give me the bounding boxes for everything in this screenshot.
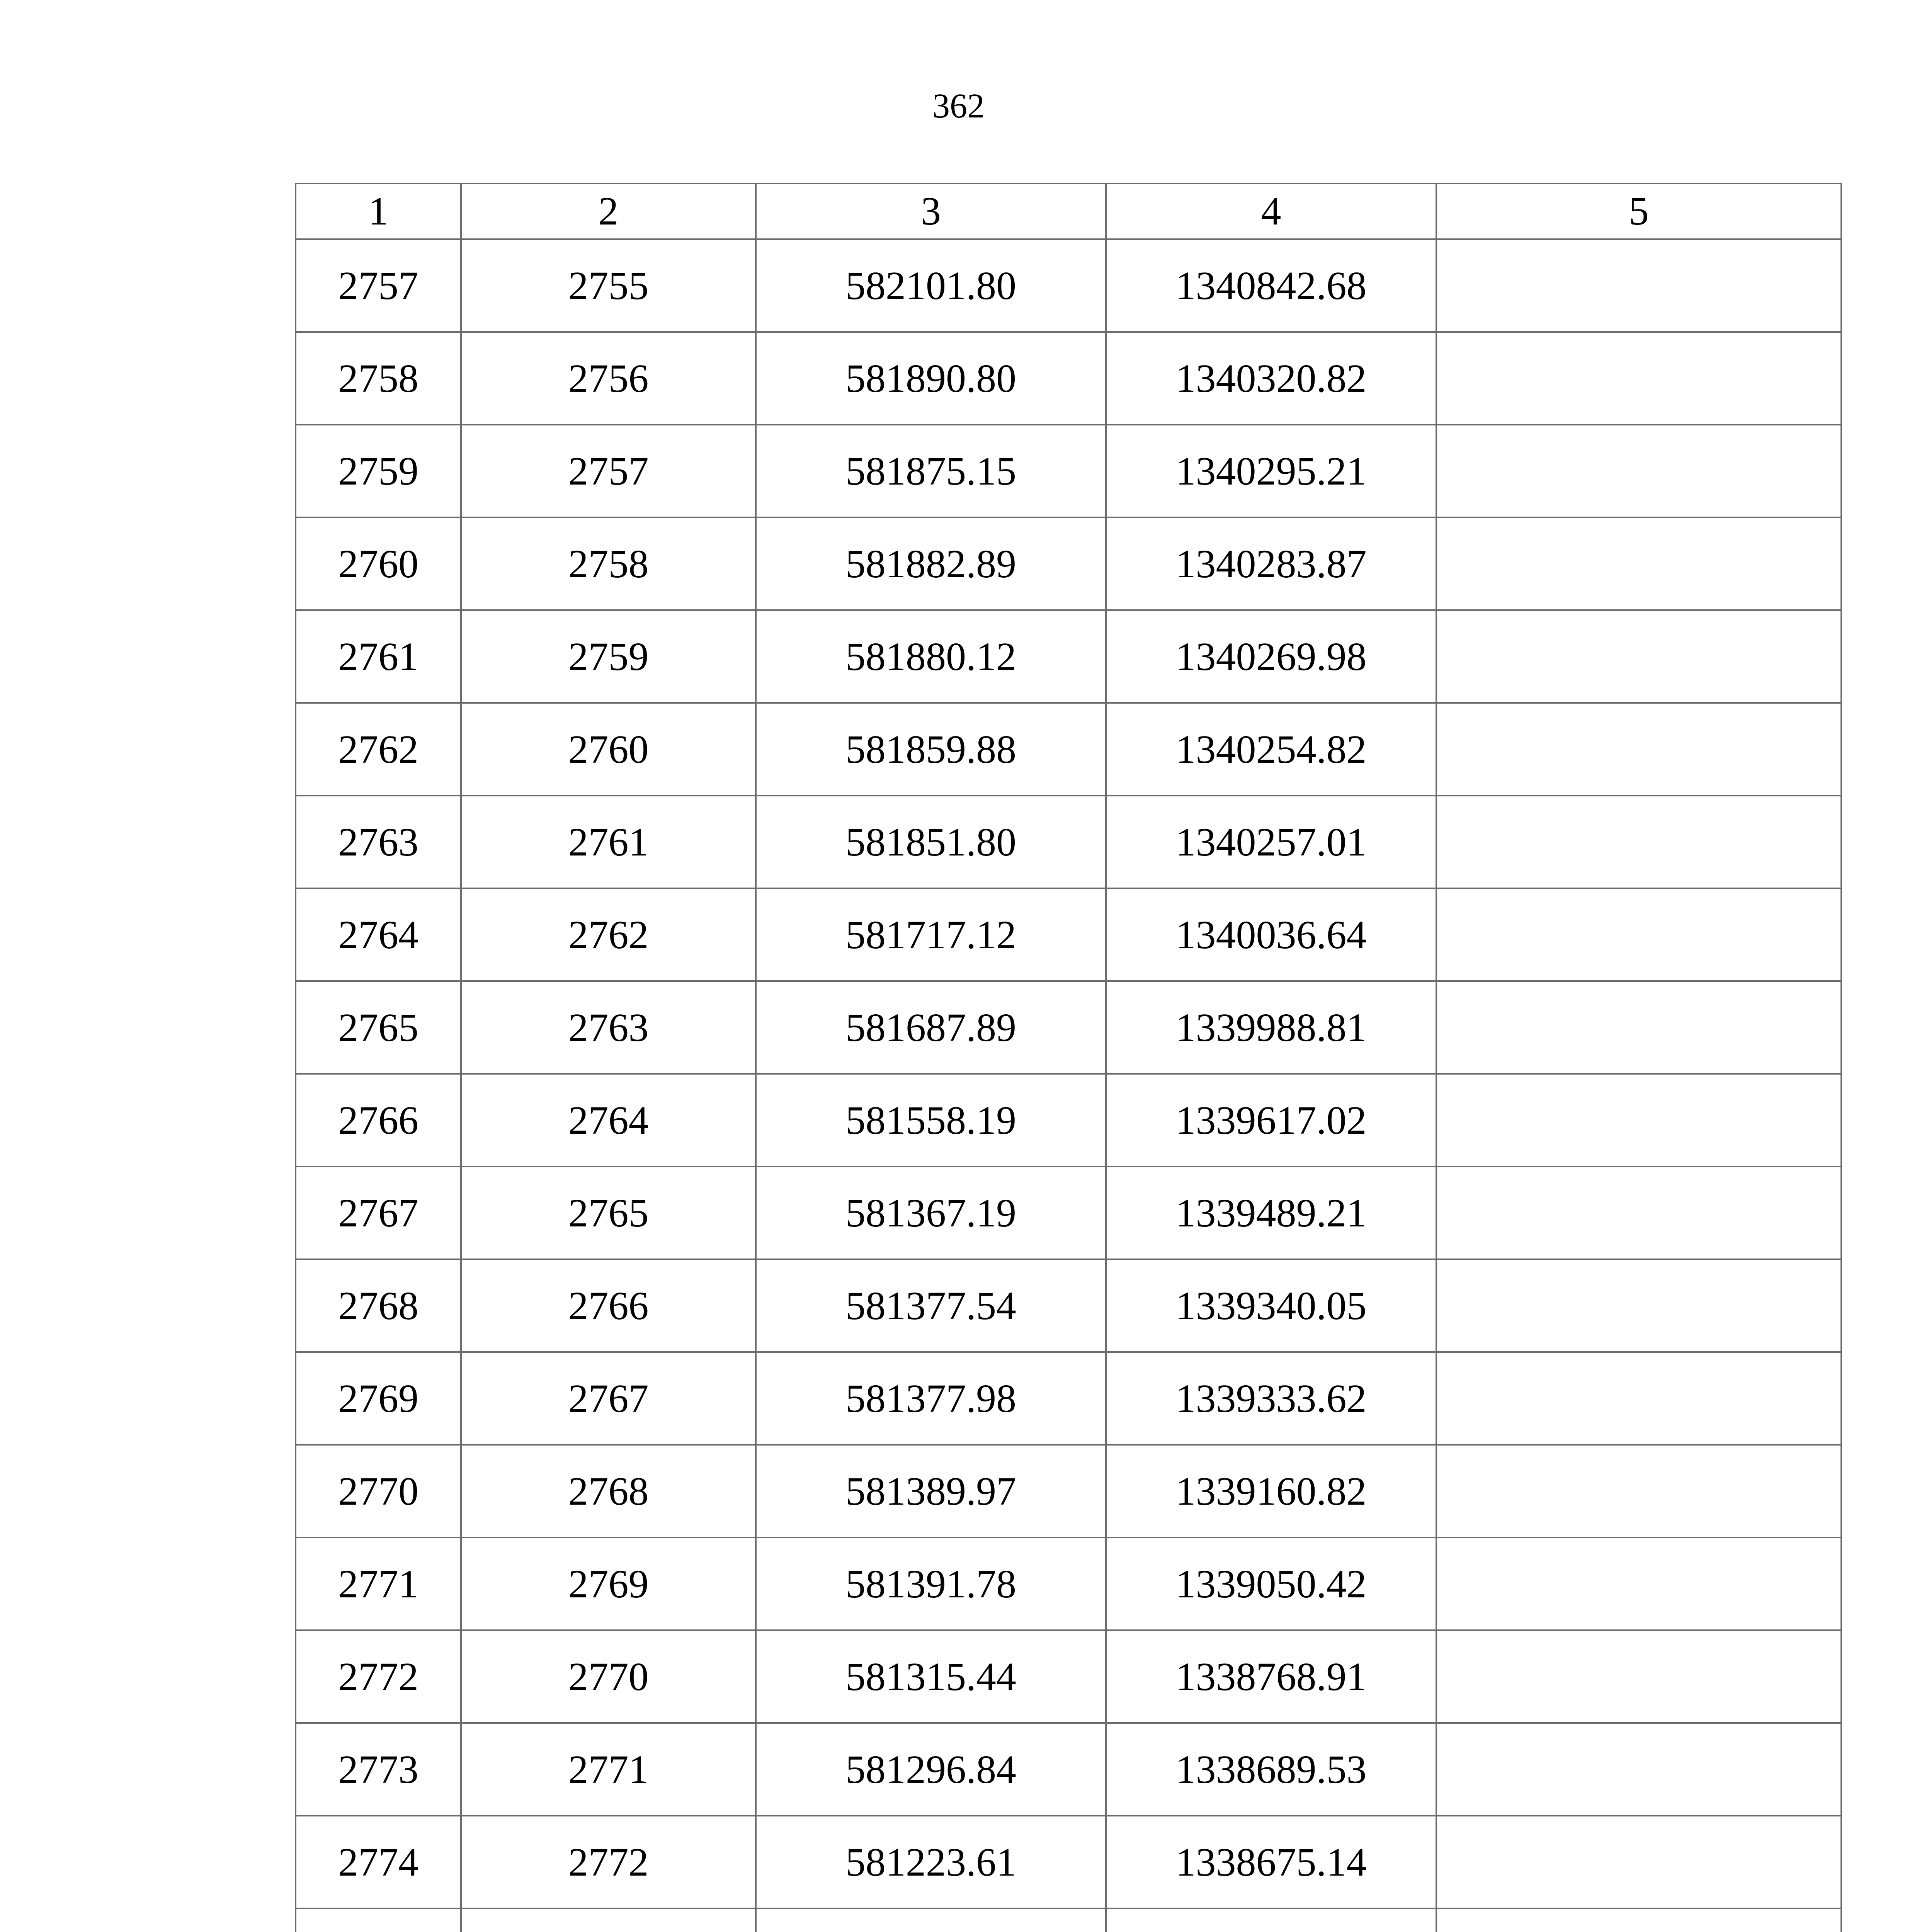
table-cell-col-4: 1340320.82: [1106, 332, 1436, 425]
table-cell-col-3: 581296.84: [756, 1723, 1106, 1816]
table-cell-col-1: 2768: [296, 1259, 461, 1352]
table-cell-col-3: 581315.44: [756, 1630, 1106, 1723]
table-cell-col-2: 2769: [461, 1537, 756, 1630]
column-header-1: 1: [296, 184, 461, 239]
table-cell-col-2: 2756: [461, 332, 756, 425]
table-row: [296, 888, 1841, 981]
table-cell-col-3: 581367.19: [756, 1167, 1106, 1259]
table-cell-col-2: 2772: [461, 1816, 756, 1908]
table-row: [296, 1445, 1841, 1537]
table-cell-col-3: 581389.97: [756, 1445, 1106, 1537]
table-cell-col-5: [1436, 796, 1841, 888]
table-cell-col-5: [1436, 703, 1841, 796]
table-cell-col-3: 581377.98: [756, 1352, 1106, 1445]
table-cell-col-1: 2762: [296, 703, 461, 796]
table-cell-col-4: 1338768.91: [1106, 1630, 1436, 1723]
table-cell-col-3: 582101.80: [756, 239, 1106, 332]
table-cell-col-1: 2758: [296, 332, 461, 425]
table-cell-col-1: 2761: [296, 610, 461, 703]
table-cell-col-2: 2758: [461, 517, 756, 610]
table-cell-col-2: 2760: [461, 703, 756, 796]
table-cell-col-1: 2763: [296, 796, 461, 888]
table-cell-col-3: 581377.54: [756, 1259, 1106, 1352]
table-cell-col-2: 2771: [461, 1723, 756, 1816]
table-cell-col-4: 1339340.05: [1106, 1259, 1436, 1352]
table-cell-col-2: 2768: [461, 1445, 756, 1537]
table-cell-col-3: 581882.89: [756, 517, 1106, 610]
table-row: [296, 703, 1841, 796]
table-cell-col-3: 581890.80: [756, 332, 1106, 425]
table-cell-col-2: [461, 1908, 756, 1932]
table-cell-col-4: 1340036.64: [1106, 888, 1436, 981]
table-cell-col-4: 1340257.01: [1106, 796, 1436, 888]
table-cell-col-3: 581687.89: [756, 981, 1106, 1074]
table-cell-col-4: 1338675.14: [1106, 1816, 1436, 1908]
table-cell-col-4: 1339617.02: [1106, 1074, 1436, 1167]
table-cell-col-1: 2764: [296, 888, 461, 981]
column-header-4: 4: [1106, 184, 1436, 239]
table-cell-col-1: 2771: [296, 1537, 461, 1630]
table-row: [296, 425, 1841, 517]
table-row: [296, 1074, 1841, 1167]
table-cell-col-4: 1340842.68: [1106, 239, 1436, 332]
table-row: [296, 1167, 1841, 1259]
table-cell-col-3: 581391.78: [756, 1537, 1106, 1630]
table-cell-col-4: 1340269.98: [1106, 610, 1436, 703]
table-cell-col-3: 581851.80: [756, 796, 1106, 888]
table-row: [296, 1352, 1841, 1445]
table-cell-col-1: 2759: [296, 425, 461, 517]
table-cell-col-5: [1436, 1352, 1841, 1445]
table-cell-col-5: [1436, 1630, 1841, 1723]
table-cell-col-1: [296, 1908, 461, 1932]
table-cell-col-1: 2770: [296, 1445, 461, 1537]
table-cell-col-3: 581880.12: [756, 610, 1106, 703]
table-row: [296, 981, 1841, 1074]
table-cell-col-5: [1436, 1074, 1841, 1167]
table-row: [296, 517, 1841, 610]
table-cell-col-4: 1339333.62: [1106, 1352, 1436, 1445]
table-cell-col-3: 581859.88: [756, 703, 1106, 796]
table-cell-col-5: [1436, 888, 1841, 981]
table-cell-col-4: 1340254.82: [1106, 703, 1436, 796]
table-cell-col-1: 2773: [296, 1723, 461, 1816]
table-cell-col-1: 2766: [296, 1074, 461, 1167]
table-row: [296, 1259, 1841, 1352]
table-cell-col-5: [1436, 1816, 1841, 1908]
table-cell-col-1: 2760: [296, 517, 461, 610]
table-cell-col-5: [1436, 1723, 1841, 1816]
coordinates-table: [295, 183, 1842, 1932]
table-cell-col-1: 2757: [296, 239, 461, 332]
table-cell-col-5: [1436, 517, 1841, 610]
table-cell-col-2: 2770: [461, 1630, 756, 1723]
table-row: [296, 1723, 1841, 1816]
table-cell-col-5: [1436, 1445, 1841, 1537]
table-cell-col-4: 1338689.53: [1106, 1723, 1436, 1816]
table-row: [296, 239, 1841, 332]
table-cell-col-3: 581223.61: [756, 1816, 1106, 1908]
table-cell-col-3: 581717.12: [756, 888, 1106, 981]
table-header-row: [296, 184, 1841, 239]
table-cell-col-2: 2759: [461, 610, 756, 703]
table-cell-col-4: 1339050.42: [1106, 1537, 1436, 1630]
table-row: [296, 1630, 1841, 1723]
table-cell-col-5: [1436, 1908, 1841, 1932]
table-cell-col-2: 2764: [461, 1074, 756, 1167]
table-cell-col-5: [1436, 981, 1841, 1074]
table-cell-col-5: [1436, 1537, 1841, 1630]
table-cell-col-4: 1339160.82: [1106, 1445, 1436, 1537]
page-number: 362: [932, 87, 985, 125]
table-cell-col-5: [1436, 239, 1841, 332]
table-cell-col-5: [1436, 610, 1841, 703]
table-row: [296, 610, 1841, 703]
table-cell-col-4: 1339489.21: [1106, 1167, 1436, 1259]
table-cell-col-2: 2767: [461, 1352, 756, 1445]
table-cell-col-4: 1339988.81: [1106, 981, 1436, 1074]
table-row: [296, 332, 1841, 425]
table-cell-col-2: 2765: [461, 1167, 756, 1259]
table-cell-col-2: 2762: [461, 888, 756, 981]
table-cell-col-4: 1340283.87: [1106, 517, 1436, 610]
table-cell-col-3: [756, 1908, 1106, 1932]
table-cell-col-4: [1106, 1908, 1436, 1932]
table-row: [296, 1816, 1841, 1908]
table-cell-col-1: 2772: [296, 1630, 461, 1723]
table-cell-col-5: [1436, 1259, 1841, 1352]
column-header-2: 2: [461, 184, 756, 239]
table-cell-col-1: 2767: [296, 1167, 461, 1259]
table-cell-col-5: [1436, 425, 1841, 517]
table-cell-col-1: 2765: [296, 981, 461, 1074]
table-cell-col-2: 2766: [461, 1259, 756, 1352]
table-cell-col-5: [1436, 332, 1841, 425]
table-cell-col-2: 2757: [461, 425, 756, 517]
table-cell-col-3: 581875.15: [756, 425, 1106, 517]
table-row: [296, 1908, 1841, 1932]
table-cell-col-2: 2761: [461, 796, 756, 888]
table-cell-col-1: 2774: [296, 1816, 461, 1908]
table-row: [296, 1537, 1841, 1630]
table-cell-col-2: 2755: [461, 239, 756, 332]
column-header-3: 3: [756, 184, 1106, 239]
column-header-5: 5: [1436, 184, 1841, 239]
table-cell-col-1: 2769: [296, 1352, 461, 1445]
table-cell-col-5: [1436, 1167, 1841, 1259]
table-row: [296, 796, 1841, 888]
table-cell-col-4: 1340295.21: [1106, 425, 1436, 517]
table-cell-col-3: 581558.19: [756, 1074, 1106, 1167]
table-cell-col-2: 2763: [461, 981, 756, 1074]
